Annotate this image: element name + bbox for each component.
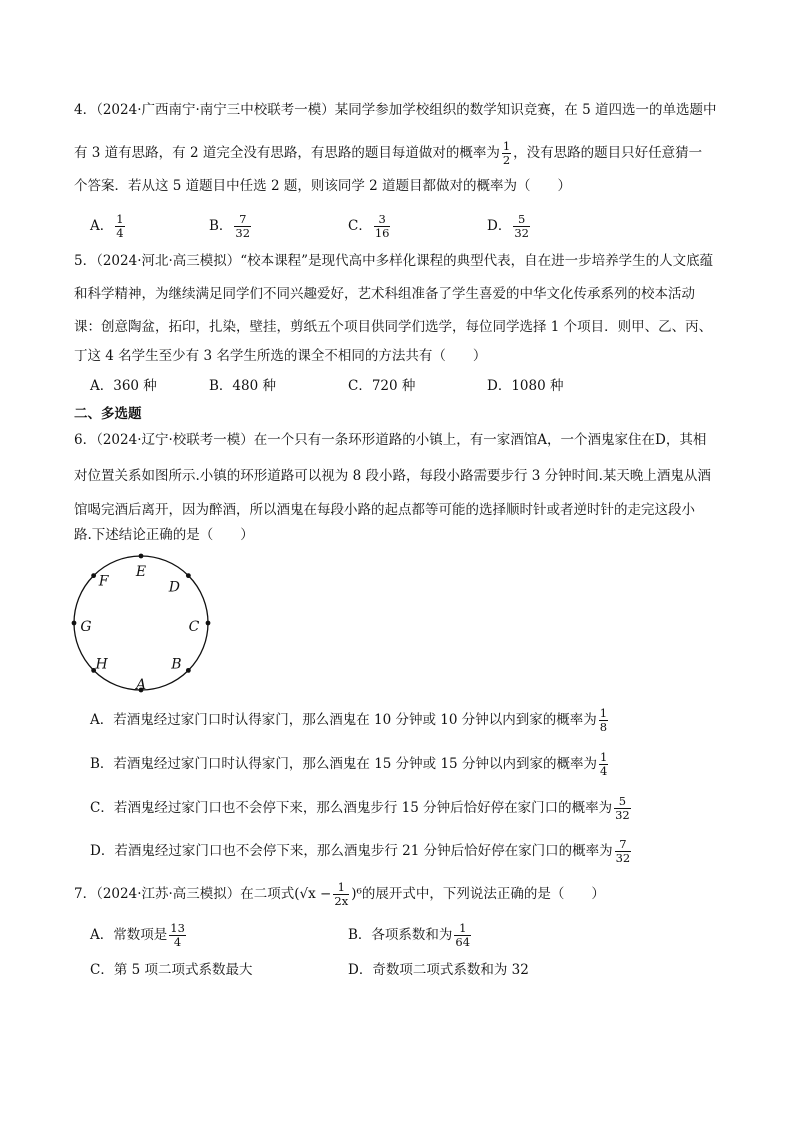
ring-point-c — [206, 621, 211, 626]
q7-option-b-den: 64 — [455, 935, 471, 949]
q4-option-den: 16 — [374, 226, 390, 240]
q6-option-den: 4 — [599, 764, 608, 778]
q7-option-d: D．奇数项二项式系数和为 32 — [348, 962, 529, 978]
q6-option-text: A．若酒鬼经过家门口时认得家门，那么酒鬼在 10 分钟或 10 分钟以内到家的概率为 — [90, 712, 597, 728]
ring-point-d — [186, 573, 191, 578]
q4-fraction-den: 2 — [502, 153, 511, 167]
ring-point-b — [186, 668, 191, 673]
q7-stem — [74, 881, 605, 908]
q4-option-den: 32 — [235, 226, 251, 240]
q7-option-b-text: B．各项系数和为 — [348, 927, 453, 943]
q4-option-fraction — [234, 213, 251, 240]
q6-option-num: 1 — [599, 706, 608, 720]
q7-option-a-fraction — [169, 922, 186, 949]
q4-option-label: D． — [487, 218, 512, 234]
q7-expr-num: 1 — [333, 881, 349, 895]
q5-option-a: A．360 种 — [90, 378, 157, 394]
q7-expr-close: )⁶ — [351, 886, 362, 902]
ring-label-g: G — [80, 619, 92, 635]
q4-line-2 — [74, 140, 702, 167]
q6-option-num: 7 — [615, 838, 632, 852]
q7-tail: 的展开式中，下列说法正确的是（ ） — [361, 886, 605, 902]
q6-option-num: 1 — [599, 750, 608, 764]
q7-option-b — [348, 922, 473, 949]
q4-option-num: 5 — [513, 213, 530, 227]
q6-option-fraction — [599, 751, 608, 778]
q4-line-3: 个答案．若从这 5 道题目中任选 2 题，则该同学 2 道题目都做对的概率为（ ） — [74, 178, 572, 194]
q7-lead: 7．（2024·江苏·高三模拟）在二项式 — [74, 886, 295, 902]
q6-option-fraction — [615, 838, 632, 865]
ring-point-f — [91, 573, 96, 578]
ring-label-a: A — [135, 677, 147, 693]
q6-option-b — [90, 751, 610, 778]
q6-option-text: B．若酒鬼经过家门口时认得家门，那么酒鬼在 15 分钟或 15 分钟以内到家的概率为 — [90, 756, 597, 772]
q4-line-2-tail: ，没有思路的题目只好任意猜一 — [513, 145, 703, 161]
q4-option-label: B． — [209, 218, 233, 234]
ring-point-e — [139, 554, 144, 559]
q7-option-a-num: 13 — [170, 921, 185, 935]
q7-option-a-text: A．常数项是 — [90, 927, 168, 943]
q6-line-1: 6．（2024·辽宁·校联考一模）在一个只有一条环形道路的小镇上，有一家酒馆A，一个酒鬼家住在D，其相 — [74, 432, 707, 448]
q6-option-c — [90, 795, 633, 822]
q5-line-4: 丁这 4 名学生至少有 3 名学生所选的课全不相同的方法共有（ ） — [74, 348, 487, 364]
q4-option-num: 1 — [116, 212, 124, 226]
q7-expr-fraction — [333, 881, 349, 908]
q5-option-b: B．480 种 — [209, 378, 276, 394]
q5-line-2: 和科学精神，为继续满足同学们不同兴趣爱好，艺术科组准备了学生喜爱的中华文化传承系列的校本活动 — [74, 286, 695, 302]
q4-option-b — [209, 213, 253, 240]
section-heading-multi: 二、多选题 — [74, 406, 142, 422]
q4-option-fraction — [115, 213, 124, 240]
q6-line-2: 对位置关系如图所示.小镇的环形道路可以视为 8 段小路，每段小路需要步行 3 分钟时间.某天晚上酒鬼从酒 — [74, 468, 711, 484]
q4-option-d — [487, 213, 532, 240]
q4-option-fraction — [374, 213, 391, 240]
q6-line-4: 路.下述结论正确的是（ ） — [74, 527, 254, 543]
q4-fraction — [502, 140, 511, 167]
q4-option-label: C． — [348, 218, 372, 234]
ring-label-d: D — [168, 579, 180, 596]
q6-line-3: 馆喝完酒后离开，因为醉酒，所以酒鬼在每段小路的起点都等可能的选择顺时针或者逆时针的走完这段小 — [74, 502, 695, 518]
q6-option-fraction — [614, 795, 631, 822]
q7-option-b-fraction — [454, 922, 471, 949]
q6-option-text: D．若酒鬼经过家门口也不会停下来，那么酒鬼步行 21 分钟后恰好停在家门口的概率为 — [90, 843, 613, 859]
q5-option-c: C．720 种 — [348, 378, 416, 394]
q7-option-c: C．第 5 项二项式系数最大 — [90, 962, 253, 978]
q7-expr-den: 2x — [334, 894, 349, 908]
q7-option-a — [90, 922, 188, 949]
q4-option-label: A． — [90, 218, 114, 234]
q7-option-a-den: 4 — [173, 935, 182, 949]
q6-option-den: 32 — [615, 808, 630, 822]
q6-option-fraction — [599, 707, 608, 734]
q4-fraction-num: 1 — [502, 139, 511, 153]
q7-option-b-num: 1 — [454, 922, 471, 936]
q6-option-d — [90, 838, 633, 865]
ring-point-g — [72, 621, 77, 626]
q4-option-den: 4 — [116, 226, 124, 240]
ring-label-h: H — [95, 656, 108, 673]
q5-line-3: 课：创意陶盆，拓印，扎染，壁挂，剪纸五个项目供同学们选学，每位同学选择 1 个项目．则甲、乙、丙、 — [74, 319, 713, 335]
ring-road-diagram — [66, 548, 216, 698]
q4-option-a — [90, 213, 127, 240]
q6-option-den: 32 — [615, 851, 631, 865]
q4-option-fraction — [513, 213, 530, 240]
ring-label-b: B — [171, 656, 182, 673]
q5-option-d: D．1080 种 — [487, 378, 564, 394]
q4-line-2-text: 有 3 道有思路，有 2 道完全没有思路，有思路的题目每道做对的概率为 — [74, 145, 500, 161]
q4-option-num: 7 — [234, 213, 251, 227]
q6-option-num: 5 — [614, 795, 631, 809]
q7-expr-open: (√x − — [294, 886, 332, 902]
q6-option-a — [90, 707, 610, 734]
q6-option-text: C．若酒鬼经过家门口也不会停下来，那么酒鬼步行 15 分钟后恰好停在家门口的概率为 — [90, 800, 613, 816]
q4-option-den: 32 — [514, 226, 529, 240]
q4-option-num: 3 — [374, 213, 391, 227]
q4-line-1: 4．（2024·广西南宁·南宁三中校联考一模）某同学参加学校组织的数学知识竞赛，在 5 道四选一的单选题中 — [74, 102, 717, 118]
q6-option-den: 8 — [599, 720, 608, 734]
ring-label-f: F — [98, 573, 109, 590]
ring-label-c: C — [188, 619, 200, 635]
q5-line-1: 5．（2024·河北·高三模拟）“校本课程”是现代高中多样化课程的典型代表，自在进一步培养学生的人文底蕴 — [74, 253, 714, 269]
ring-label-e: E — [135, 564, 147, 580]
q4-option-c — [348, 213, 392, 240]
